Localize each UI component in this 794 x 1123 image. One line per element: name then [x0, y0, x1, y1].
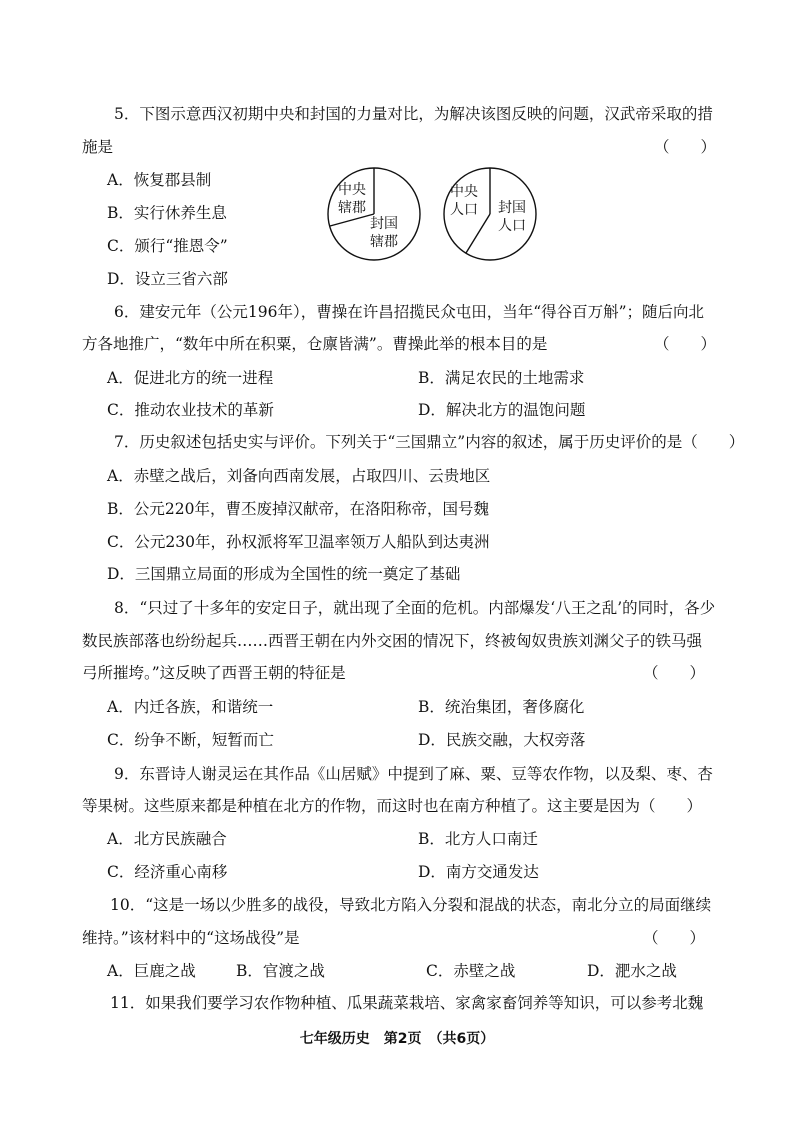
- q10-option-b: B．官渡之战: [236, 962, 325, 980]
- q9-option-a: A．北方民族融合: [107, 830, 227, 848]
- pie-chart-territories: [324, 164, 424, 264]
- page-footer: 七年级历史 第2页 （共6页）: [299, 1031, 495, 1047]
- pie2-fief-label-2: 人口: [498, 218, 526, 234]
- q10-option-d: D．淝水之战: [587, 962, 677, 980]
- pie2-center-label-1: 中央: [450, 184, 478, 200]
- q7-option-d: D．三国鼎立局面的形成为全国性的统一奠定了基础: [107, 565, 461, 583]
- q7-stem-line1: 7．历史叙述包括史实与评价。下列关于“三国鼎立”内容的叙述，属于历史评价的是（ ）: [114, 433, 745, 451]
- q6-option-a: A．促进北方的统一进程: [107, 369, 274, 387]
- q8-stem-line2: 数民族部落也纷纷起兵……西晋王朝在内外交困的情况下，终被匈奴贵族刘渊父子的铁马强: [82, 632, 703, 650]
- q6-answer-paren: （ ）: [654, 335, 717, 353]
- q6-option-b: B．满足农民的土地需求: [418, 369, 585, 387]
- q10-option-a: A．巨鹿之战: [107, 962, 196, 980]
- q9-option-b: B．北方人口南迁: [418, 830, 538, 848]
- q8-option-b: B．统治集团，奢侈腐化: [418, 698, 585, 716]
- q9-option-d: D．南方交通发达: [418, 863, 539, 881]
- q10-stem-line1: 10．“这是一场以少胜多的战役，导致北方陷入分裂和混战的状态，南北分立的局面继续: [110, 896, 712, 914]
- q5-answer-paren: （ ）: [654, 138, 717, 156]
- q5-option-d: D．设立三省六部: [107, 270, 228, 288]
- q5-option-b: B．实行休养生息: [107, 204, 227, 222]
- q5-stem-line2: 施是: [82, 138, 114, 156]
- q8-option-c: C．纷争不断，短暂而亡: [107, 731, 274, 749]
- q7-option-c: C．公元230年，孙权派将军卫温率领万人船队到达夷洲: [107, 533, 490, 551]
- pie-chart-population: [440, 164, 540, 264]
- q7-option-a: A．赤壁之战后，刘备向西南发展，占取四川、云贵地区: [107, 467, 491, 485]
- q9-stem-line1: 9．东晋诗人谢灵运在其作品《山居赋》中提到了麻、粟、豆等农作物，以及梨、枣、杏: [114, 765, 713, 783]
- pie1-center-label-2: 辖郡: [338, 200, 366, 216]
- q10-answer-paren: （ ）: [643, 929, 706, 947]
- q5-option-a: A．恢复郡县制: [107, 171, 212, 189]
- q9-option-c: C．经济重心南移: [107, 863, 228, 881]
- q8-stem-line1: 8．“只过了十多年的安定日子，就出现了全面的危机。内部爆发‘八王之乱’的同时，各少: [114, 599, 716, 617]
- q8-option-a: A．内迁各族，和谐统一: [107, 698, 274, 716]
- q11-stem-line1: 11．如果我们要学习农作物种植、瓜果蔬菜栽培、家禽家畜饲养等知识，可以参考北魏: [110, 994, 704, 1012]
- q7-option-b: B．公元220年，曹丕废掉汉献帝，在洛阳称帝，国号魏: [107, 500, 489, 518]
- q6-stem-line2: 方各地推广，“数年中所在积粟，仓廪皆满”。曹操此举的根本目的是: [82, 335, 548, 353]
- q9-stem-line2: 等果树。这些原来都是种植在北方的作物，而这时也在南方种植了。这主要是因为（ ）: [82, 797, 703, 815]
- pie2-center-label-2: 人口: [450, 202, 478, 218]
- q6-stem-line1: 6．建安元年（公元196年），曹操在许昌招揽民众屯田，当年“得谷百万斛”；随后向北: [114, 303, 705, 321]
- pie2-fief-label-1: 封国: [498, 200, 526, 216]
- q8-option-d: D．民族交融，大权旁落: [418, 731, 586, 749]
- q8-stem-line3: 弓所摧垮。”这反映了西晋王朝的特征是: [82, 664, 346, 682]
- q5-stem-line1: 5．下图示意西汉初期中央和封国的力量对比，为解决该图反映的问题，汉武帝采取的措: [114, 105, 713, 123]
- pie1-center-label-1: 中央: [338, 182, 366, 198]
- pie2-divider-lower: [466, 214, 490, 253]
- q6-option-c: C．推动农业技术的革新: [107, 401, 274, 419]
- q6-option-d: D．解决北方的温饱问题: [418, 401, 586, 419]
- q10-option-c: C．赤壁之战: [426, 962, 516, 980]
- q10-stem-line2: 维持。”该材料中的“这场战役”是: [82, 929, 300, 947]
- q5-option-c: C．颁行“推恩令”: [107, 237, 228, 255]
- q8-answer-paren: （ ）: [643, 664, 706, 682]
- pie1-fief-label-2: 辖郡: [370, 234, 398, 250]
- pie1-fief-label-1: 封国: [370, 216, 398, 232]
